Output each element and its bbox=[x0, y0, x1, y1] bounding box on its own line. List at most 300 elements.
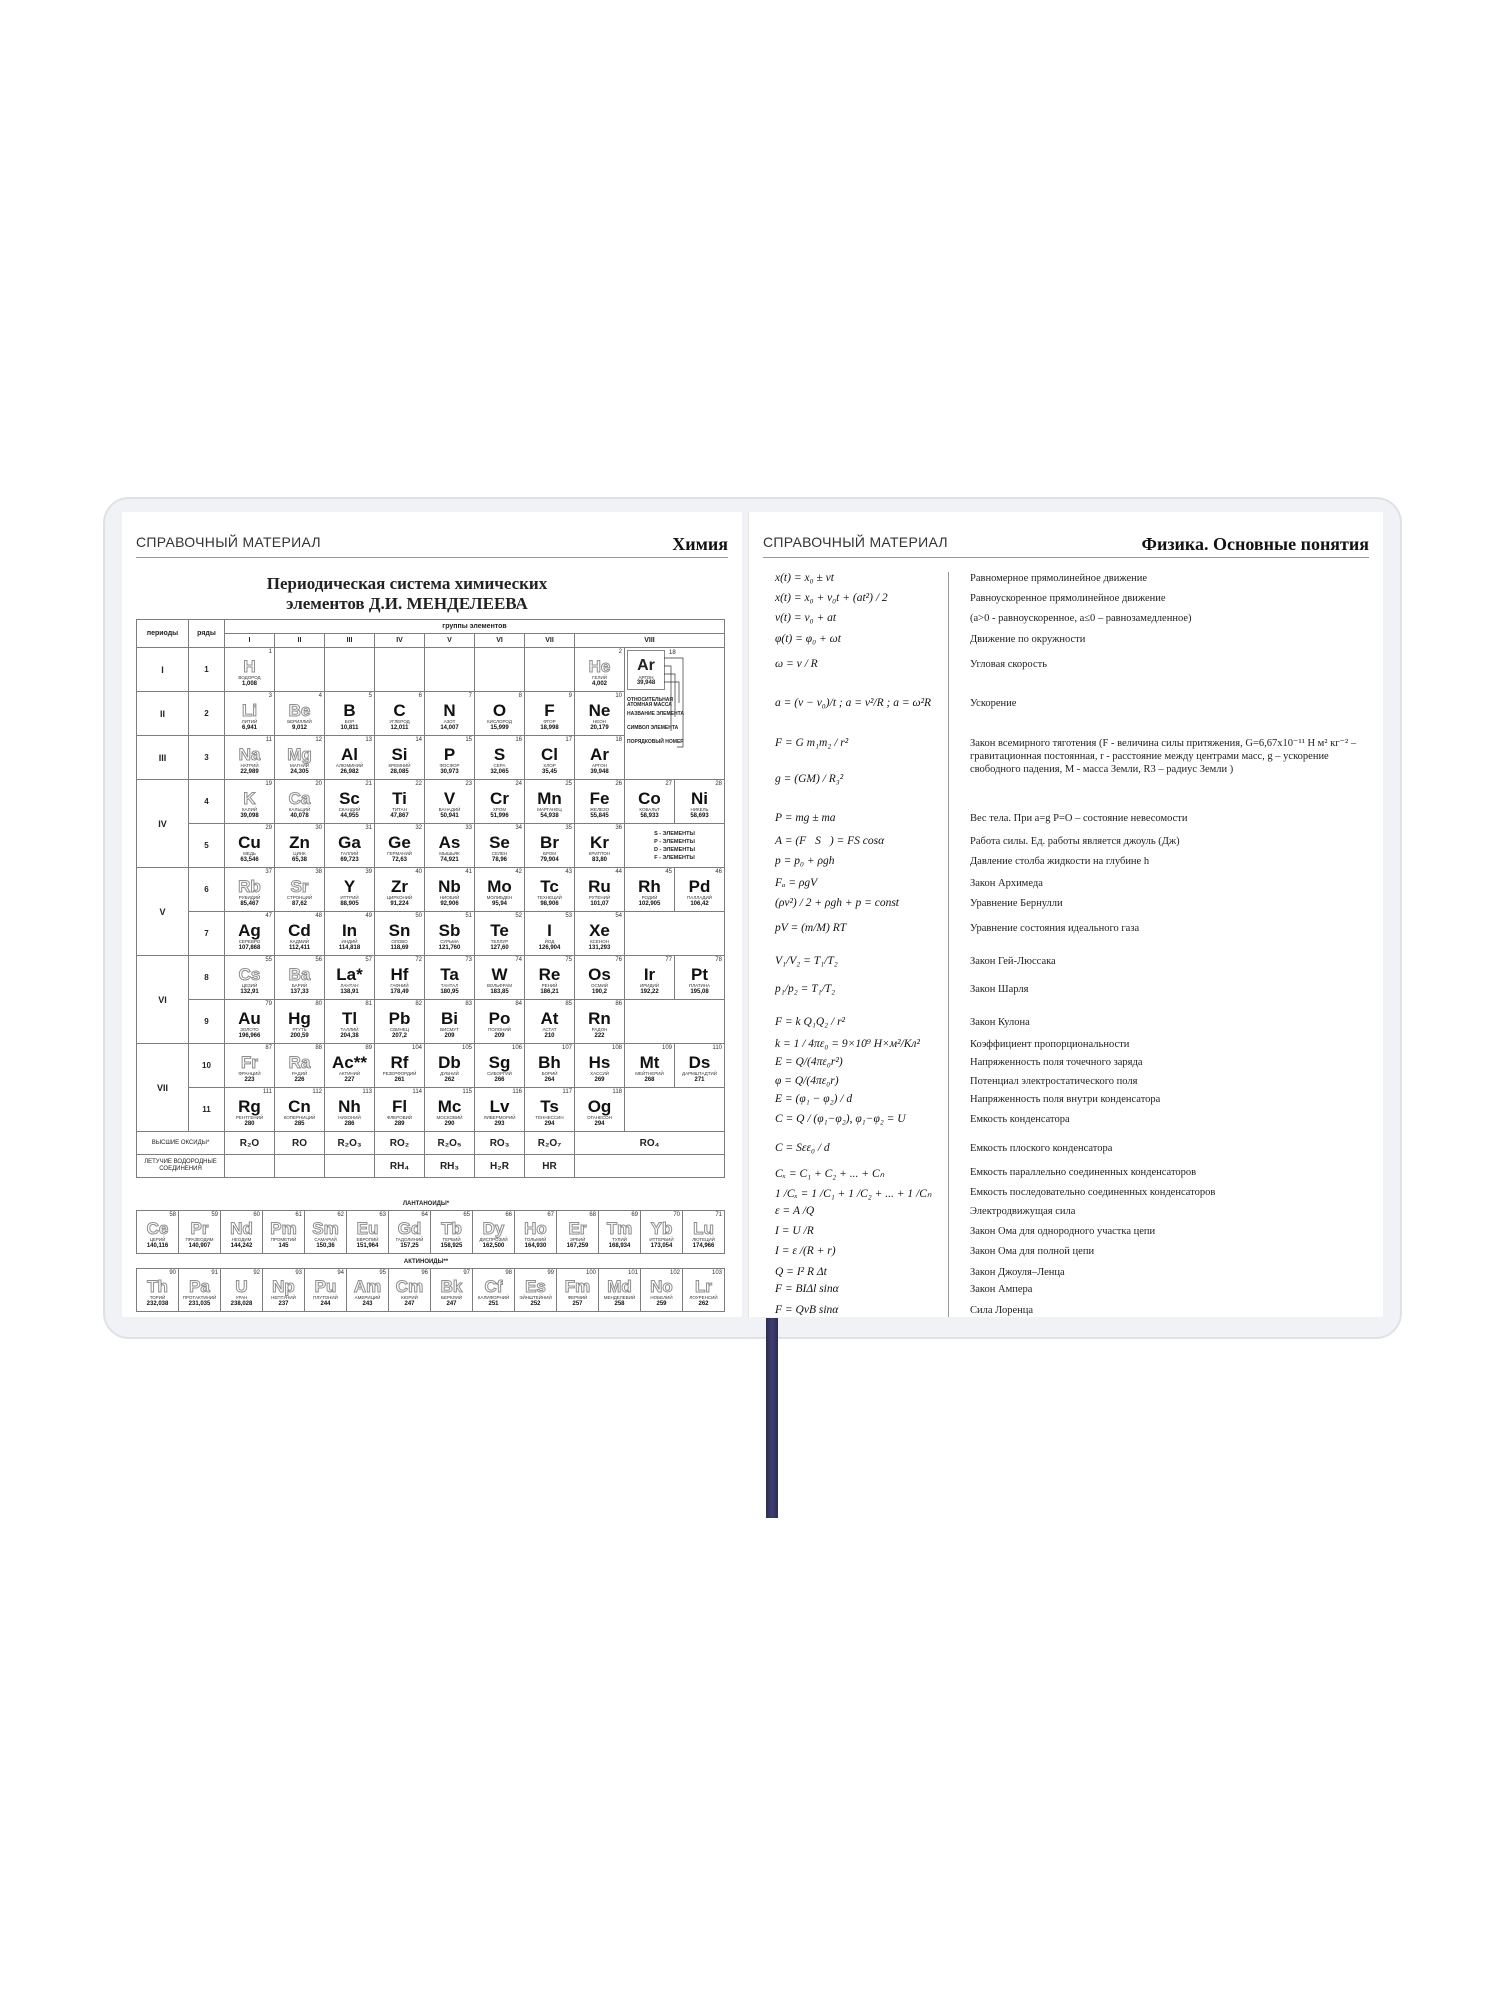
element-mass: 39,948 bbox=[590, 768, 609, 775]
element-number: 112 bbox=[312, 1089, 322, 1095]
element-cell bbox=[389, 1211, 431, 1254]
element-number: 100 bbox=[585, 1270, 596, 1276]
element-name: ТОРИЙ bbox=[149, 1295, 166, 1300]
formula: Fₐ = ρgV bbox=[775, 877, 818, 889]
element-cell bbox=[475, 824, 525, 868]
element-cell bbox=[557, 1269, 599, 1312]
element-symbol: Nd bbox=[230, 1219, 253, 1238]
element-name: АЛЮМИНИЙ bbox=[335, 762, 364, 768]
element-number: 43 bbox=[565, 869, 572, 875]
element-name: ФТОР bbox=[543, 718, 556, 724]
element-symbol: Es bbox=[525, 1277, 546, 1296]
element-symbol: In bbox=[341, 920, 358, 940]
element-cell bbox=[275, 692, 325, 736]
element-name: ЭЙНШТЕЙНИЙ bbox=[519, 1295, 552, 1300]
period-label: I bbox=[137, 648, 189, 692]
element-name: ПРАЗЕОДИМ bbox=[185, 1237, 214, 1242]
element-number: 102 bbox=[669, 1270, 680, 1276]
hydride-formula bbox=[575, 1155, 725, 1178]
element-symbol: Pu bbox=[314, 1277, 337, 1296]
element-number: 24 bbox=[515, 781, 522, 787]
element-symbol: Sn bbox=[388, 920, 411, 940]
element-number: 20 bbox=[315, 781, 322, 787]
element-number: 17 bbox=[565, 737, 572, 743]
element-mass: 39,098 bbox=[240, 812, 259, 819]
element-cell bbox=[525, 1088, 575, 1132]
element-name: РУТЕНИЙ bbox=[588, 894, 611, 900]
formula: V₁/V₂ = T₁/T₂ bbox=[775, 955, 838, 967]
element-mass: 231,035 bbox=[188, 1301, 211, 1307]
formula: E = (φ₁ − φ₂) / d bbox=[775, 1093, 853, 1105]
element-symbol: Sb bbox=[438, 920, 461, 940]
element-name: СВИНЕЦ bbox=[389, 1026, 410, 1032]
element-number: 88 bbox=[315, 1045, 322, 1051]
element-mass: 286 bbox=[344, 1120, 355, 1127]
period-label: VII bbox=[137, 1044, 189, 1132]
element-number: 50 bbox=[415, 913, 422, 919]
element-cell bbox=[575, 736, 625, 780]
element-mass: 12,011 bbox=[390, 724, 409, 731]
element-cell bbox=[225, 692, 275, 736]
element-number: 106 bbox=[511, 1045, 522, 1051]
element-symbol: Ag bbox=[238, 920, 261, 940]
element-name: ТАЛЛИЙ bbox=[340, 1026, 359, 1032]
row-label: 3 bbox=[189, 736, 225, 780]
legend-mass-label: ОТНОСИТЕЛЬНАЯ АТОМНАЯ МАССА bbox=[627, 697, 673, 708]
element-name: ДИСПРОЗИЙ bbox=[479, 1237, 508, 1242]
element-cell bbox=[347, 1269, 389, 1312]
element-symbol: Ra bbox=[288, 1052, 311, 1072]
element-name: НЕПТУНИЙ bbox=[271, 1295, 296, 1300]
element-number: 56 bbox=[315, 957, 322, 963]
element-symbol: Ba bbox=[288, 964, 311, 984]
element-number: 37 bbox=[265, 869, 272, 875]
element-number: 35 bbox=[565, 825, 572, 831]
element-mass: 226 bbox=[294, 1076, 305, 1083]
element-number: 87 bbox=[265, 1045, 272, 1051]
element-cell bbox=[325, 868, 375, 912]
group-number: II bbox=[275, 634, 325, 648]
element-symbol: Re bbox=[538, 964, 561, 984]
element-symbol: Lu bbox=[693, 1219, 714, 1238]
element-mass: 204,38 bbox=[340, 1032, 359, 1039]
hydrides-label: ЛЕТУЧИЕ ВОДОРОДНЫЕ СОЕДИНЕНИЯ bbox=[137, 1155, 225, 1178]
element-cell bbox=[375, 1088, 425, 1132]
element-symbol: Mo bbox=[487, 876, 512, 896]
oxide-formula: RO₂ bbox=[375, 1132, 425, 1155]
physics-page bbox=[748, 512, 1383, 1317]
element-cell bbox=[275, 912, 325, 956]
element-symbol: H bbox=[243, 656, 256, 676]
element-number: 67 bbox=[547, 1212, 554, 1218]
element-number: 81 bbox=[365, 1001, 372, 1007]
formula-description: Закон Шарля bbox=[970, 984, 1029, 995]
formula: E = Q/(4πε₀r²) bbox=[775, 1056, 843, 1068]
element-cell bbox=[575, 648, 625, 692]
element-cell bbox=[221, 1269, 263, 1312]
formula: a = (v − v₀)/t ; a = v²/R ; a = ω²R bbox=[775, 697, 932, 709]
element-name: СТРОНЦИЙ bbox=[286, 894, 313, 900]
oxide-formula: RO₃ bbox=[475, 1132, 525, 1155]
empty-cell bbox=[625, 912, 725, 956]
row-label: 2 bbox=[189, 692, 225, 736]
element-number: 21 bbox=[365, 781, 372, 787]
element-name: МАРГАНЕЦ bbox=[537, 806, 562, 812]
oxides-label: ВЫСШИЕ ОКСИДЫ* bbox=[137, 1132, 225, 1155]
element-symbol: Na bbox=[238, 744, 261, 764]
element-number: 107 bbox=[561, 1045, 572, 1051]
element-name: ОСМИЙ bbox=[591, 982, 608, 988]
element-name: АРГОН bbox=[592, 762, 607, 768]
element-cell bbox=[575, 1000, 625, 1044]
element-mass: 269 bbox=[594, 1076, 605, 1083]
bookmark-ribbon[interactable] bbox=[766, 1318, 778, 1518]
element-number: 59 bbox=[211, 1212, 218, 1218]
element-mass: 74,921 bbox=[440, 856, 459, 863]
element-cell bbox=[575, 956, 625, 1000]
block-legend-item: S - ЭЛЕМЕНТЫ bbox=[654, 830, 695, 837]
element-number: 90 bbox=[169, 1270, 176, 1276]
element-mass: 4,002 bbox=[591, 680, 607, 687]
element-mass: 15,999 bbox=[490, 724, 509, 731]
element-mass: 222 bbox=[594, 1032, 605, 1039]
element-mass: 87,62 bbox=[291, 900, 307, 907]
element-symbol: O bbox=[492, 700, 507, 720]
element-symbol: F bbox=[544, 700, 555, 720]
element-name: НАТРИЙ bbox=[240, 762, 259, 768]
title-line-2: элементов Д.И. МЕНДЕЛЕЕВА bbox=[286, 594, 528, 613]
formula: φ(t) = φ₀ + ωt bbox=[775, 633, 841, 645]
element-symbol: P bbox=[443, 744, 456, 764]
element-number: 45 bbox=[665, 869, 672, 875]
element-number: 110 bbox=[712, 1045, 722, 1051]
periodic-table-title bbox=[232, 574, 582, 614]
formula-description: Емкость последовательно соединенных конденсаторов bbox=[970, 1187, 1216, 1198]
element-cell bbox=[375, 692, 425, 736]
formula: P = mg ± ma bbox=[775, 812, 836, 824]
period-label: IV bbox=[137, 780, 189, 868]
element-mass: 144,242 bbox=[230, 1243, 253, 1249]
element-symbol: K bbox=[243, 788, 256, 808]
element-name: МЕЙТНЕРИЙ bbox=[635, 1070, 664, 1076]
element-name: МОЛИБДЕН bbox=[486, 894, 513, 900]
element-mass: 290 bbox=[444, 1120, 455, 1127]
formula: 1 /Cₓ = 1 /C₁ + 1 /C₂ + ... + 1 /Cₙ bbox=[775, 1188, 932, 1200]
formula-description: Емкость параллельно соединенных конденсаторов bbox=[970, 1167, 1197, 1178]
element-mass: 227 bbox=[344, 1076, 355, 1083]
element-number: 63 bbox=[379, 1212, 386, 1218]
element-name: НИКЕЛЬ bbox=[690, 806, 709, 812]
formula-description: Закон Ома для однородного участка цепи bbox=[970, 1226, 1156, 1237]
element-mass: 126,904 bbox=[538, 944, 561, 951]
formula-description: Уравнение Бернулли bbox=[970, 898, 1063, 909]
formula: F = k Q₁Q₂ / r² bbox=[775, 1016, 845, 1028]
period-label: VI bbox=[137, 956, 189, 1044]
element-name: ПРОТАКТИНИЙ bbox=[182, 1295, 217, 1300]
element-symbol: N bbox=[443, 700, 456, 720]
element-name: ЕВРОПИЙ bbox=[356, 1237, 379, 1242]
element-cell bbox=[275, 868, 325, 912]
element-mass: 50,941 bbox=[440, 812, 459, 819]
element-cell bbox=[225, 736, 275, 780]
empty-cell bbox=[275, 648, 325, 692]
element-number: 95 bbox=[379, 1270, 386, 1276]
element-cell bbox=[431, 1211, 473, 1254]
formula-description: Закон Гей-Люссака bbox=[970, 956, 1056, 967]
element-number: 58 bbox=[169, 1212, 176, 1218]
element-cell bbox=[325, 780, 375, 824]
element-name: НЕОДИМ bbox=[231, 1237, 252, 1242]
element-mass: 22,989 bbox=[240, 768, 259, 775]
element-name: СУРЬМА bbox=[440, 938, 459, 944]
element-symbol: He bbox=[588, 656, 611, 676]
element-name: УРАН bbox=[235, 1295, 248, 1300]
element-name: РАДОН bbox=[591, 1026, 608, 1032]
element-cell bbox=[675, 868, 725, 912]
element-number: 53 bbox=[565, 913, 572, 919]
element-cell bbox=[275, 736, 325, 780]
element-number: 47 bbox=[265, 913, 272, 919]
element-symbol: Te bbox=[490, 920, 509, 940]
element-number: 13 bbox=[365, 737, 372, 743]
element-number: 22 bbox=[415, 781, 422, 787]
row-label: 10 bbox=[189, 1044, 225, 1088]
page-header-label: СПРАВОЧНЫЙ МАТЕРИАЛ bbox=[763, 534, 948, 550]
element-name: ЦИНК bbox=[293, 850, 306, 856]
formula-description: Равномерное прямолинейное движение bbox=[970, 573, 1148, 584]
element-name: ПЛУТОНИЙ bbox=[313, 1295, 338, 1300]
actinides-table bbox=[136, 1268, 725, 1312]
element-mass: 114,818 bbox=[338, 944, 361, 951]
element-cell bbox=[425, 1000, 475, 1044]
element-symbol: Ru bbox=[588, 876, 611, 896]
element-cell bbox=[389, 1269, 431, 1312]
element-symbol: Rg bbox=[238, 1096, 261, 1116]
element-symbol: Hf bbox=[390, 964, 409, 984]
element-number: 108 bbox=[611, 1045, 622, 1051]
element-cell bbox=[575, 868, 625, 912]
element-mass: 244 bbox=[320, 1301, 331, 1307]
element-name: ТЕХНЕЦИЙ bbox=[537, 894, 562, 900]
element-name: АСТАТ bbox=[542, 1026, 557, 1032]
element-mass: 40,078 bbox=[290, 812, 309, 819]
element-symbol: Hs bbox=[588, 1052, 611, 1072]
element-cell bbox=[675, 1044, 725, 1088]
element-symbol: Ds bbox=[688, 1052, 711, 1072]
element-mass: 95,94 bbox=[491, 900, 507, 907]
element-symbol: Sc bbox=[339, 788, 360, 808]
element-name: ФРАНЦИЙ bbox=[238, 1070, 261, 1076]
element-number: 19 bbox=[265, 781, 272, 787]
element-name: АЗОТ bbox=[443, 718, 456, 724]
element-name: ВАНАДИЙ bbox=[438, 806, 461, 812]
page-section-title: Физика. Основные понятия bbox=[1141, 534, 1369, 554]
row-label: 1 bbox=[189, 648, 225, 692]
element-number: 97 bbox=[463, 1270, 470, 1276]
element-name: ГАДОЛИНИЙ bbox=[395, 1237, 424, 1242]
element-number: 111 bbox=[262, 1089, 272, 1095]
element-symbol: Pm bbox=[270, 1219, 297, 1238]
element-symbol: Bh bbox=[538, 1052, 561, 1072]
element-mass: 10,811 bbox=[340, 724, 359, 731]
element-symbol: Tm bbox=[606, 1219, 633, 1238]
element-symbol: Tl bbox=[341, 1008, 358, 1028]
element-number: 12 bbox=[315, 737, 322, 743]
element-cell bbox=[275, 956, 325, 1000]
element-symbol: Y bbox=[343, 876, 356, 896]
element-name: СЕРЕБРО bbox=[238, 938, 261, 944]
element-cell bbox=[641, 1269, 683, 1312]
element-cell bbox=[325, 1044, 375, 1088]
element-cell bbox=[525, 736, 575, 780]
element-symbol: Am bbox=[353, 1277, 382, 1296]
element-name: РУБИДИЙ bbox=[238, 894, 261, 900]
element-number: 83 bbox=[465, 1001, 472, 1007]
formula-description: Сила Лоренца bbox=[970, 1305, 1034, 1316]
element-mass: 266 bbox=[494, 1076, 505, 1083]
element-cell bbox=[575, 912, 625, 956]
element-cell bbox=[225, 1044, 275, 1088]
element-cell bbox=[675, 956, 725, 1000]
element-number: 10 bbox=[615, 693, 622, 699]
lanthanides-table bbox=[136, 1210, 725, 1254]
hydride-formula: RH₃ bbox=[425, 1155, 475, 1178]
element-name: УГЛЕРОД bbox=[389, 718, 410, 724]
formula: C = Sεε₀ / d bbox=[775, 1142, 830, 1154]
group-number: VIII bbox=[575, 634, 725, 648]
element-name: ФОСФОР bbox=[439, 762, 460, 768]
element-symbol: Cm bbox=[395, 1277, 424, 1296]
element-mass: 28,085 bbox=[390, 768, 409, 775]
element-cell bbox=[525, 780, 575, 824]
element-name: НЕОН bbox=[592, 718, 606, 724]
element-name: ОЛОВО bbox=[391, 938, 408, 944]
element-mass: 26,982 bbox=[340, 768, 359, 775]
element-number: 98 bbox=[505, 1270, 512, 1276]
element-mass: 289 bbox=[394, 1120, 405, 1127]
element-mass: 78,96 bbox=[491, 856, 507, 863]
formula-description: Угловая скорость bbox=[970, 659, 1047, 670]
element-name: КРЕМНИЙ bbox=[388, 762, 411, 768]
element-name: КЮРИЙ bbox=[401, 1295, 418, 1300]
element-name: БОР bbox=[344, 718, 355, 724]
block-legend-item: F - ЭЛЕМЕНТЫ bbox=[654, 854, 695, 861]
group-number: III bbox=[325, 634, 375, 648]
element-mass: 102,905 bbox=[638, 900, 661, 907]
formula-description: Коэффициент пропорциональности bbox=[970, 1039, 1130, 1050]
element-name: ТЕРБИЙ bbox=[442, 1237, 461, 1242]
formula: v(t) = v₀ + at bbox=[775, 612, 837, 624]
element-cell bbox=[375, 824, 425, 868]
element-symbol: U bbox=[235, 1277, 248, 1296]
formula: ε = A /Q bbox=[775, 1205, 815, 1217]
formula: k = 1 / 4πε₀ = 9×10⁹ Н×м²/Кл² bbox=[775, 1038, 920, 1050]
element-symbol: Hg bbox=[288, 1008, 311, 1028]
element-symbol: Cn bbox=[288, 1096, 311, 1116]
formula: I = ε /(R + r) bbox=[775, 1245, 836, 1257]
element-symbol: Ta bbox=[440, 964, 459, 984]
element-number: 28 bbox=[715, 781, 722, 787]
element-number: 5 bbox=[368, 693, 372, 699]
group-number: I bbox=[225, 634, 275, 648]
element-mass: 257 bbox=[572, 1301, 583, 1307]
page-section-title: Химия bbox=[672, 534, 728, 554]
element-symbol: Tb bbox=[441, 1219, 462, 1238]
element-name: ИРИДИЙ bbox=[640, 982, 659, 988]
element-mass: 106,42 bbox=[690, 900, 709, 907]
element-mass: 138,91 bbox=[340, 988, 359, 995]
element-name: ЛОУРЕНСИЙ bbox=[689, 1295, 718, 1300]
element-symbol: At bbox=[540, 1008, 559, 1028]
element-cell bbox=[425, 868, 475, 912]
element-number: 36 bbox=[615, 825, 622, 831]
element-number: 6 bbox=[418, 693, 422, 699]
element-symbol: Rb bbox=[238, 876, 261, 896]
element-number: 48 bbox=[315, 913, 322, 919]
element-cell bbox=[347, 1211, 389, 1254]
formula-description: Напряженность поля внутри конденсатора bbox=[970, 1094, 1161, 1105]
empty-cell bbox=[525, 648, 575, 692]
element-number: 55 bbox=[265, 957, 272, 963]
element-symbol: Nh bbox=[338, 1096, 361, 1116]
element-symbol: Pd bbox=[688, 876, 711, 896]
element-name: ЛИВЕРМОРИЙ bbox=[483, 1114, 516, 1120]
element-number: 85 bbox=[565, 1001, 572, 1007]
element-name: ГАЛЛИЙ bbox=[340, 850, 359, 856]
element-symbol: Fm bbox=[564, 1277, 591, 1296]
element-mass: 145 bbox=[278, 1243, 289, 1249]
element-number: 31 bbox=[365, 825, 372, 831]
element-cell bbox=[425, 912, 475, 956]
element-name: КОПЕРНИЦИЙ bbox=[283, 1114, 316, 1120]
element-mass: 247 bbox=[404, 1301, 415, 1307]
element-symbol: Ge bbox=[388, 832, 411, 852]
element-number: 96 bbox=[421, 1270, 428, 1276]
element-symbol: Br bbox=[540, 832, 559, 852]
element-name: ЦЕЗИЙ bbox=[241, 982, 258, 988]
formula: pV = (m/M) RT bbox=[775, 922, 847, 934]
element-cell bbox=[625, 780, 675, 824]
element-name: КАЛИФОРНИЙ bbox=[477, 1295, 510, 1300]
element-number: 91 bbox=[211, 1270, 218, 1276]
element-symbol: Kr bbox=[590, 832, 609, 852]
element-number: 77 bbox=[665, 957, 672, 963]
element-mass: 285 bbox=[294, 1120, 305, 1127]
element-mass: 55,845 bbox=[590, 812, 609, 819]
page-header-label: СПРАВОЧНЫЙ МАТЕРИАЛ bbox=[136, 534, 321, 550]
element-name: ОГАНЕСОН bbox=[587, 1114, 612, 1120]
formula-description: Закон Джоуля–Ленца bbox=[970, 1267, 1065, 1278]
element-name: ПАЛЛАДИЙ bbox=[687, 894, 712, 900]
element-number: 42 bbox=[515, 869, 522, 875]
element-cell bbox=[325, 824, 375, 868]
element-mass: 35,45 bbox=[541, 768, 557, 775]
element-mass: 150,36 bbox=[316, 1243, 335, 1249]
element-symbol: Cf bbox=[484, 1277, 503, 1296]
hydride-formula: RH₄ bbox=[375, 1155, 425, 1178]
element-mass: 158,925 bbox=[440, 1243, 463, 1249]
element-mass: 51,996 bbox=[490, 812, 509, 819]
element-symbol: Sm bbox=[312, 1219, 339, 1238]
element-name: ВОДОРОД bbox=[238, 674, 261, 680]
element-number: 92 bbox=[253, 1270, 260, 1276]
element-cell bbox=[179, 1211, 221, 1254]
element-number: 40 bbox=[415, 869, 422, 875]
element-name: ТУЛИЙ bbox=[612, 1237, 627, 1242]
row-label: 8 bbox=[189, 956, 225, 1000]
element-mass: 44,955 bbox=[340, 812, 359, 819]
element-symbol: Al bbox=[341, 744, 358, 764]
